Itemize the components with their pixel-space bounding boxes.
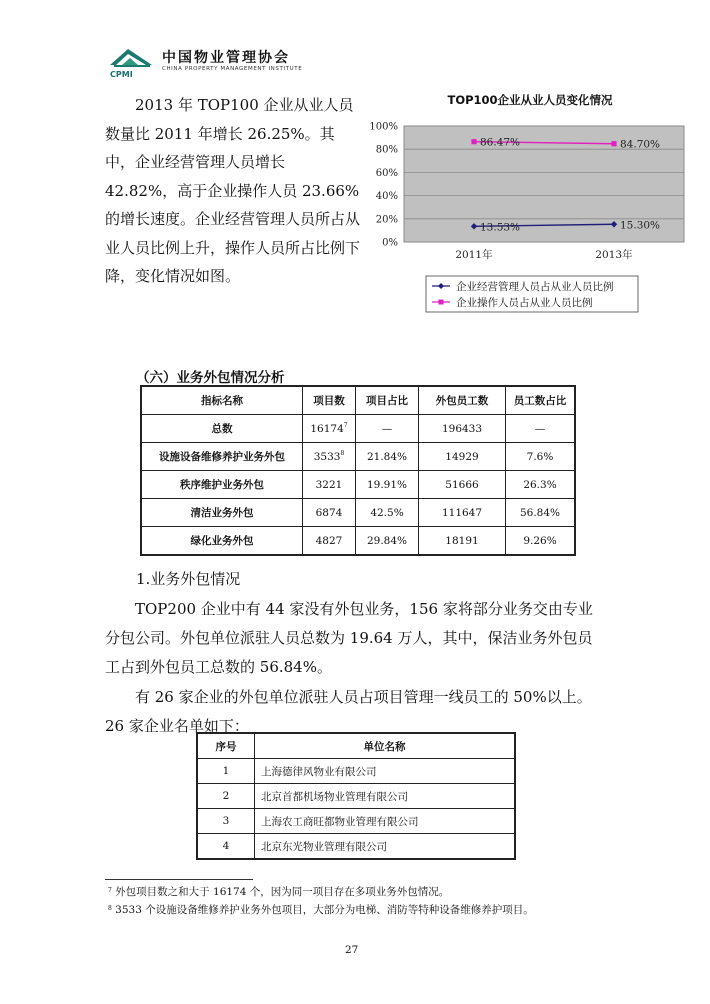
company-table	[196, 732, 516, 860]
body-paragraph: TOP200 企业中有 44 家没有外包业务，156 家将部分业务交由专业分包公司。外包单位派驻人员总数为 19.64 万人，其中，保洁业务外包员工占到外包员工总数的 56.84%。	[105, 600, 593, 676]
footnote	[108, 883, 449, 901]
table-header-row	[197, 733, 515, 759]
row-projects	[303, 415, 356, 443]
row-name	[141, 415, 303, 443]
org-logo	[108, 45, 303, 81]
row-index: 1	[197, 759, 255, 784]
row-staff-share	[506, 415, 576, 443]
row-staff-share-text: 9.26%	[523, 534, 557, 547]
row-company-name: 上海德律风物业有限公司	[255, 759, 516, 784]
row-staff-text: 51666	[445, 478, 479, 491]
row-staff-share-text: 7.6%	[526, 450, 554, 463]
row-company-name: 北京首都机场物业管理有限公司	[255, 784, 516, 809]
row-staff	[419, 415, 506, 443]
row-staff	[419, 471, 506, 499]
row-staff-text: 14929	[445, 450, 479, 463]
x-tick-label: 2013年	[595, 249, 633, 261]
row-projects-text: 3221	[315, 478, 343, 491]
row-staff	[419, 527, 506, 556]
table-row	[141, 471, 575, 499]
row-share-text: 42.5%	[370, 506, 404, 519]
legend-marker	[439, 300, 444, 305]
y-tick-label: 80%	[375, 144, 398, 156]
row-name	[141, 499, 303, 527]
data-label: 13.53%	[480, 221, 521, 234]
row-share	[356, 527, 419, 556]
row-share	[356, 415, 419, 443]
row-share	[356, 443, 419, 471]
row-share-text: —	[381, 422, 393, 435]
row-company-name: 上海农工商旺都物业管理有限公司	[255, 809, 516, 834]
legend-label: 企业操作人员占从业人员比例	[456, 297, 593, 309]
table-row	[197, 834, 515, 860]
footnote-text: 3533 个设施设备维修养护业务外包项目，大部分为电梯、消防等特种设备维修养护项目。	[115, 904, 534, 916]
org-name-cn: 中国物业管理协会	[162, 50, 290, 66]
table-header-row	[141, 386, 575, 415]
row-staff-share-text: 56.84%	[519, 506, 561, 519]
row-staff-text: 196433	[441, 422, 483, 435]
body-paragraph: 有 26 家企业的外包单位派驻人员占项目管理一线员工的 50%以上。26 家企业名单如下：	[105, 688, 592, 735]
table-row	[141, 499, 575, 527]
row-company-name: 北京东光物业管理有限公司	[255, 834, 516, 860]
y-tick-label: 60%	[375, 167, 398, 179]
table-row	[141, 443, 575, 471]
y-tick-label: 100%	[369, 121, 398, 133]
col-header-index: 序号	[197, 733, 255, 759]
data-label: 84.70%	[620, 138, 661, 151]
row-staff-share	[506, 527, 576, 556]
section-heading: （六）业务外包情况分析	[136, 370, 285, 386]
row-projects	[303, 527, 356, 556]
org-abbr: CPMI	[110, 70, 133, 79]
staff-ratio-chart	[368, 110, 688, 320]
row-staff-share-text: 26.3%	[523, 478, 557, 491]
row-staff-share	[506, 471, 576, 499]
row-index: 2	[197, 784, 255, 809]
row-staff	[419, 443, 506, 471]
org-name-en: CHINA PROPERTY MANAGEMENT INSTITUTE	[162, 66, 303, 72]
row-share-text: 19.91%	[366, 478, 408, 491]
x-tick-label: 2011年	[455, 249, 493, 261]
footnote-mark: 7	[108, 887, 112, 894]
row-projects	[303, 499, 356, 527]
footnote	[108, 901, 534, 919]
row-name-text: 设施设备维修养护业务外包	[159, 451, 285, 463]
row-staff-share	[506, 499, 576, 527]
row-name	[141, 527, 303, 556]
row-staff-text: 111647	[441, 506, 483, 519]
footnote-divider	[105, 879, 253, 880]
row-projects-text: 4827	[315, 534, 343, 547]
col-header-staff-share: 员工数占比	[506, 386, 576, 415]
footnote-text: 外包项目数之和大于 16174 个，因为同一项目存在多项业务外包情况。	[115, 886, 450, 898]
y-tick-label: 20%	[375, 214, 398, 226]
row-staff	[419, 499, 506, 527]
table-row	[141, 415, 575, 443]
col-header-staff: 外包员工数	[419, 386, 506, 415]
row-name	[141, 471, 303, 499]
row-index: 4	[197, 834, 255, 860]
row-name-text: 总数	[211, 423, 233, 435]
table-row	[197, 809, 515, 834]
page-number: 27	[345, 944, 359, 956]
row-index: 3	[197, 809, 255, 834]
row-projects	[303, 443, 356, 471]
row-staff-text: 18191	[445, 534, 479, 547]
row-share	[356, 499, 419, 527]
footnote-ref: 8	[340, 449, 345, 457]
row-name	[141, 443, 303, 471]
outsourcing-table	[140, 385, 576, 556]
row-projects-text: 16174	[310, 422, 344, 435]
data-label: 15.30%	[620, 219, 661, 232]
row-share-text: 29.84%	[366, 534, 408, 547]
subsection-heading: 1.业务外包情况	[136, 570, 241, 588]
row-projects-text: 3533	[313, 450, 341, 463]
table-row	[197, 759, 515, 784]
row-staff-share	[506, 443, 576, 471]
row-share-text: 21.84%	[366, 450, 408, 463]
col-header-company: 单位名称	[255, 733, 516, 759]
row-projects	[303, 471, 356, 499]
row-staff-share-text: —	[534, 422, 546, 435]
data-label: 86.47%	[480, 136, 521, 149]
data-point	[471, 139, 476, 144]
footnote-ref: 7	[343, 421, 348, 429]
legend-label: 企业经营管理人员占从业人员比例	[456, 281, 614, 293]
col-header-name: 指标名称	[141, 386, 303, 415]
y-tick-label: 40%	[375, 191, 398, 203]
y-tick-label: 0%	[382, 237, 398, 249]
chart-title: TOP100企业从业人员变化情况	[447, 93, 613, 107]
row-name-text: 秩序维护业务外包	[180, 479, 264, 491]
row-name-text: 绿化业务外包	[190, 535, 254, 547]
row-share	[356, 471, 419, 499]
row-projects-text: 6874	[315, 506, 343, 519]
row-name-text: 清洁业务外包	[190, 507, 254, 519]
data-point	[611, 141, 616, 146]
col-header-projects: 项目数	[303, 386, 356, 415]
intro-paragraph: 2013 年 TOP100 企业从业人员数量比 2011 年增长 26.25%。其中，企业经营管理人员增长 42.82%，高于企业操作人员 23.66%的增长速度。企业经营管理人员所占从业人员比例上升，操作人员所占比例下降，变化情况如图。	[105, 96, 361, 285]
table-row	[141, 527, 575, 556]
table-row	[197, 784, 515, 809]
col-header-share: 项目占比	[356, 386, 419, 415]
footnote-mark: 8	[108, 905, 112, 912]
